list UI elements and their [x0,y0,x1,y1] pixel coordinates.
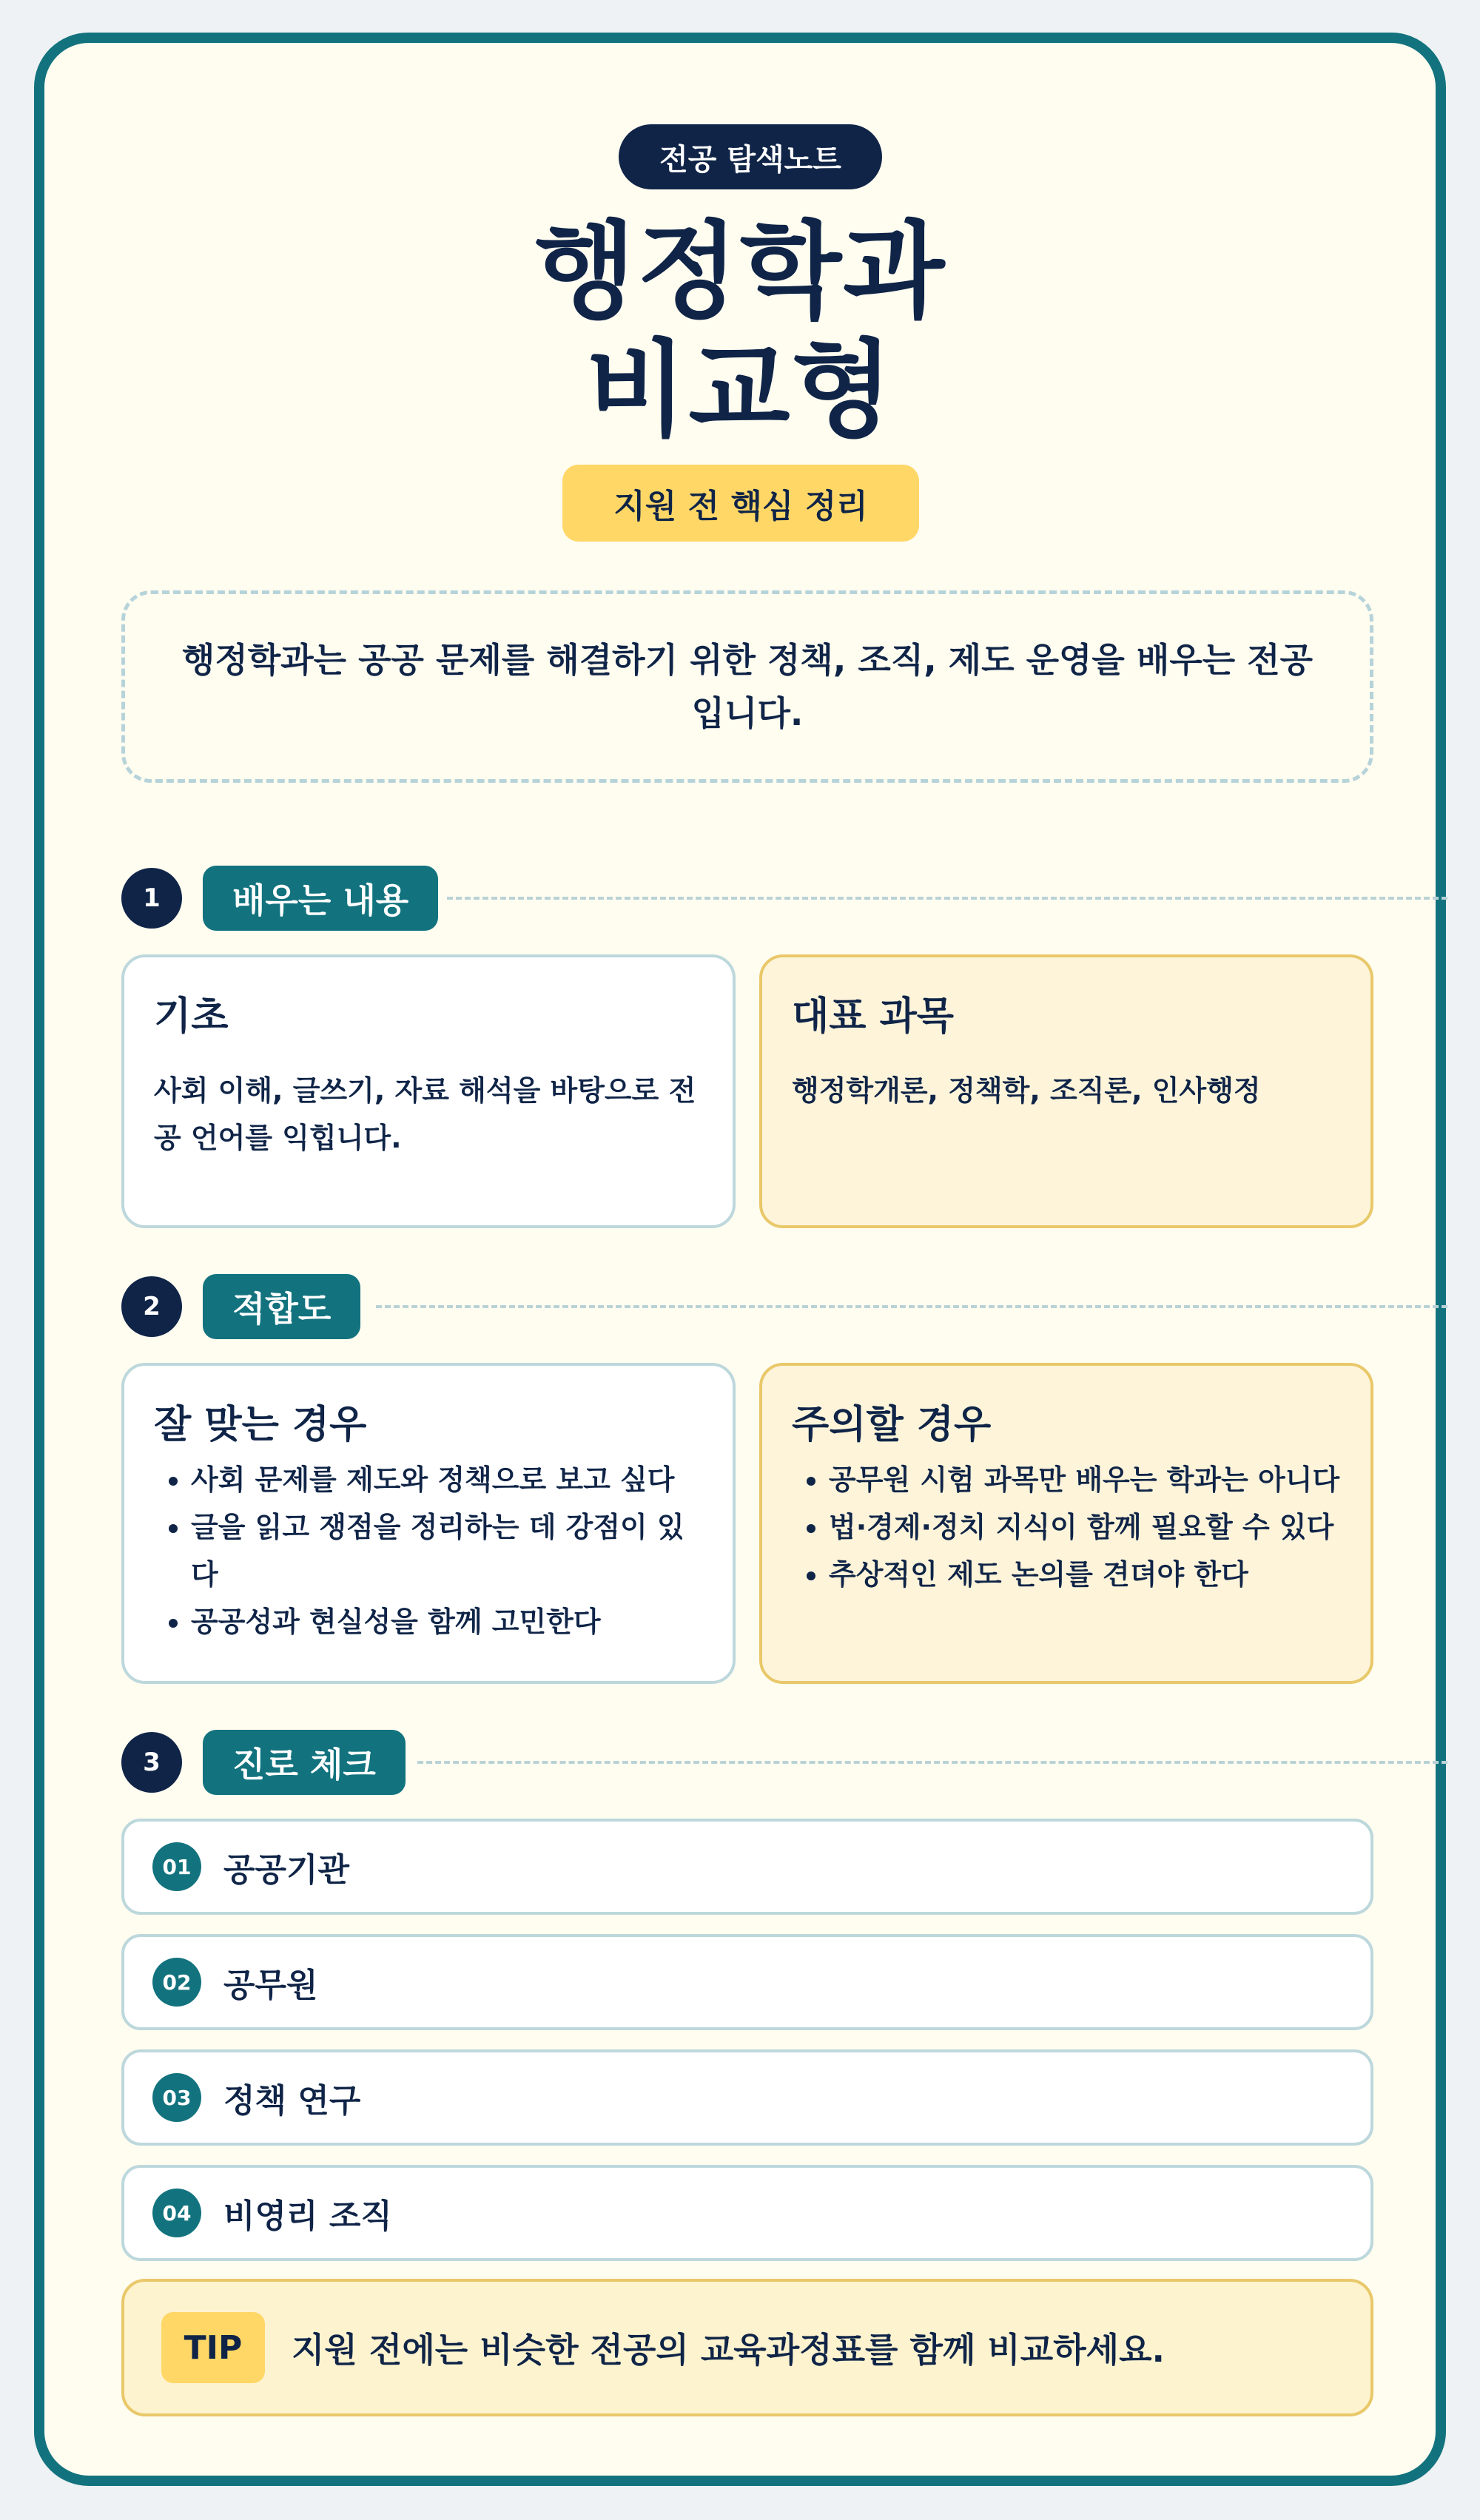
section-3-header [121,1730,1379,1796]
card-title: 주의할 경우 [792,1403,992,1447]
title-line-1: 행정학과 [534,211,946,333]
caution-card [759,1363,1373,1684]
section-divider [447,897,1447,900]
career-label: 공공기관 [223,1851,350,1889]
career-label: 공무원 [223,1967,318,2004]
career-number: 02 [152,1958,201,2007]
section-label: 배우는 내용 [203,866,438,931]
note-badge: 전공 탐색노트 [619,124,882,189]
tip-text: 지원 전에는 비슷한 전공의 교육과정표를 함께 비교하세요. [292,2330,1166,2370]
caution-list [792,1456,1341,1598]
section-divider [376,1305,1447,1308]
section-1-header [121,866,1379,932]
card-text: 사회 이해, 글쓰기, 자료 해석을 바탕으로 전공 언어를 익힙니다. [154,1074,696,1154]
card-title: 잘 맞는 경우 [154,1403,367,1447]
subtitle-badge: 지원 전 핵심 정리 [562,465,919,542]
career-item-policy-research [121,2049,1373,2146]
card-title: 대표 과목 [792,994,955,1039]
section-number: 1 [121,868,182,929]
career-label: 비영리 조직 [223,2197,392,2235]
card-title: 기초 [154,994,229,1039]
main-courses-card [759,954,1373,1228]
list-item: • 글을 읽고 쟁점을 정리하는 데 강점이 있다 [191,1503,703,1598]
title-line-2: 비교형 [585,329,895,451]
card-text: 행정학개론, 정책학, 조직론, 인사행정 [792,1074,1261,1107]
tip-box [121,2279,1373,2416]
page-title [44,213,1436,450]
section-number: 3 [121,1732,182,1793]
list-item: • 추상적인 제도 논의를 견뎌야 한다 [829,1551,1341,1598]
basics-card [121,954,736,1228]
career-item-nonprofit [121,2165,1373,2261]
main-card [34,33,1446,2486]
section-label: 진로 체크 [203,1730,406,1795]
section-2-header [121,1274,1379,1341]
tip-badge: TIP [161,2312,265,2383]
career-item-public-institution [121,1819,1373,1915]
list-item: • 공공성과 현실성을 함께 고민한다 [191,1598,703,1645]
section-label: 적합도 [203,1274,360,1339]
list-item: • 사회 문제를 제도와 정책으로 보고 싶다 [191,1456,703,1503]
intro-text: 행정학과는 공공 문제를 해결하기 위한 정책, 조직, 제도 운영을 배우는 전공입니다. [181,640,1314,733]
section-divider [417,1761,1447,1764]
career-number: 03 [152,2073,201,2122]
career-number: 04 [152,2189,201,2237]
career-item-civil-servant [121,1934,1373,2030]
section-number: 2 [121,1276,182,1337]
intro-box [121,590,1373,783]
list-item: • 공무원 시험 과목만 배우는 학과는 아니다 [829,1456,1341,1503]
career-label: 정책 연구 [223,2082,361,2120]
career-number: 01 [152,1842,201,1891]
list-item: • 법·경제·정치 지식이 함께 필요할 수 있다 [829,1503,1341,1551]
good-fit-list [154,1456,703,1645]
good-fit-card [121,1363,736,1684]
